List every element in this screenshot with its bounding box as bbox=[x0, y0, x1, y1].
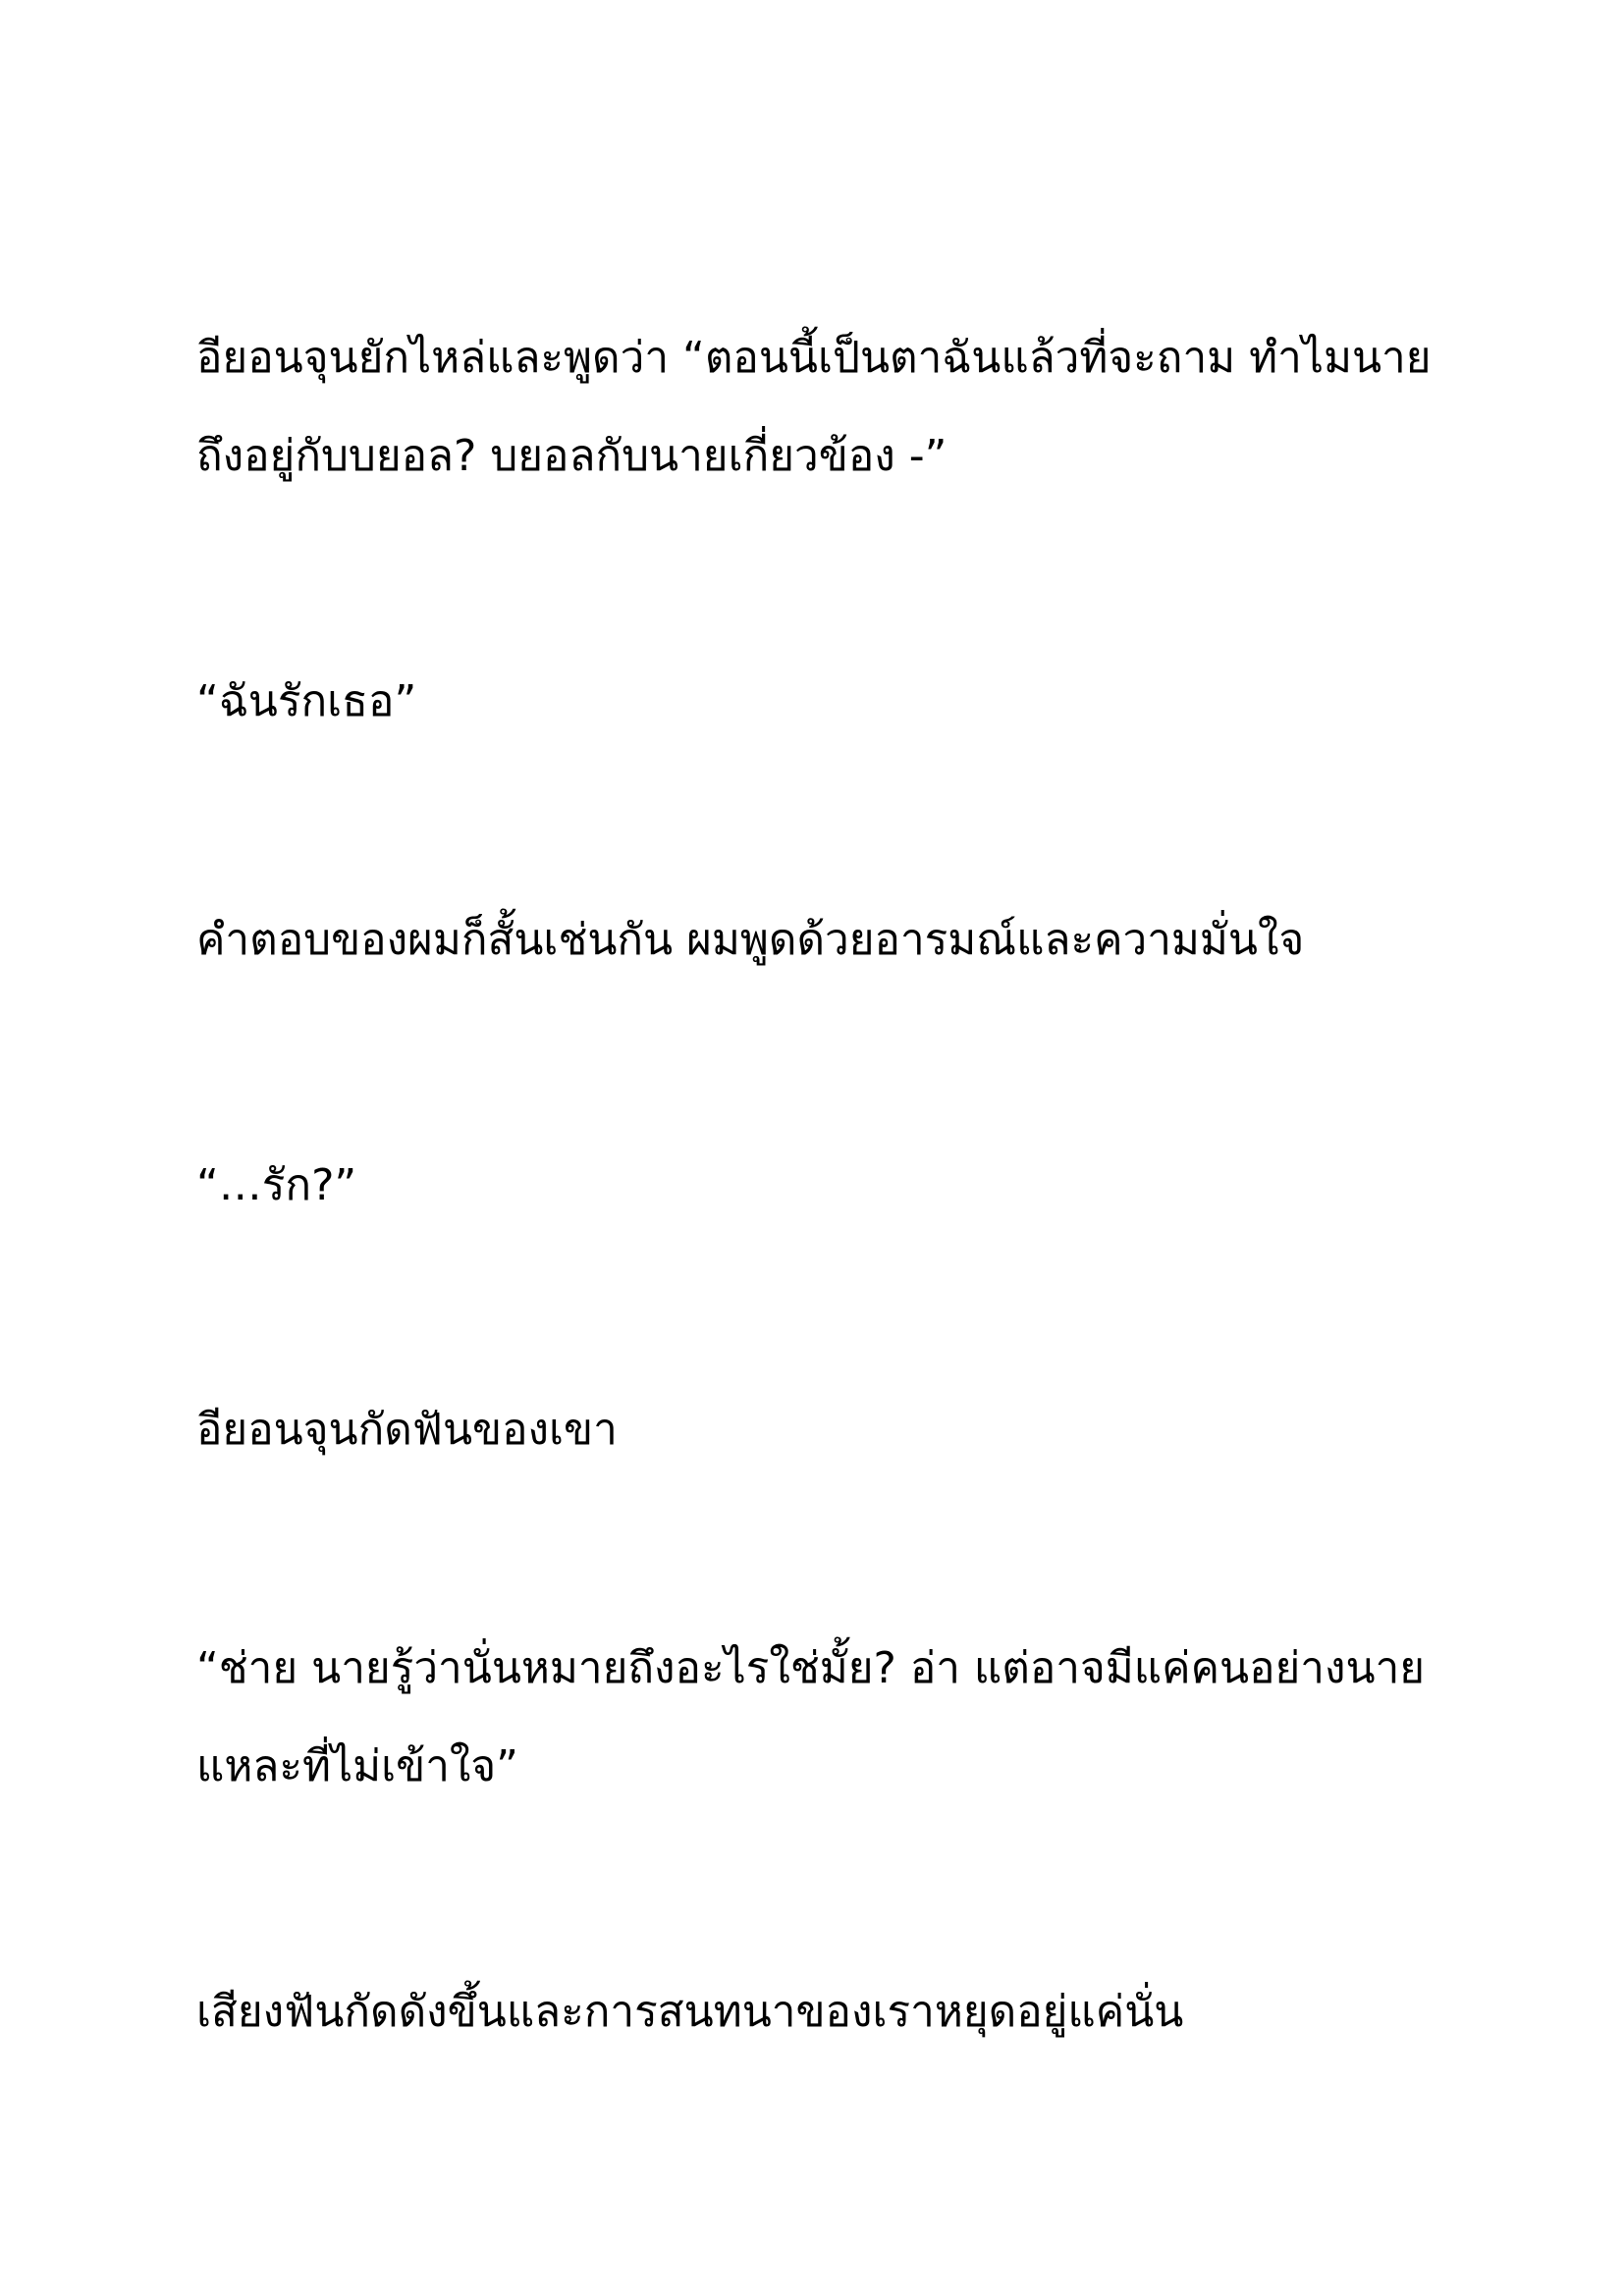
paragraph-3: คำตอบของผมก็สั้นเช่นกัน ผมพูดด้วยอารมณ์และความมั่นใจ bbox=[196, 915, 1305, 965]
paragraph-4: “…รัก?” bbox=[196, 1160, 357, 1210]
paragraph-1-line-1: อียอนจุนยักไหล่และพูดว่า “ตอนนี้เป็นตาฉันแล้วที่จะถาม ทำไมนาย bbox=[196, 333, 1432, 383]
paragraph-7: เสียงฟันกัดดังขึ้นและการสนทนาของเราหยุดอยู่แค่นั่น bbox=[196, 1987, 1184, 2037]
paragraph-5: อียอนจุนกัดฟันของเขา bbox=[196, 1405, 618, 1455]
paragraph-2: “ฉันรักเธอ” bbox=[196, 676, 417, 726]
paragraph-6-line-1: “ช่าย นายรู้ว่านั่นหมายถึงอะไรใช่มั้ย? อ่า แต่อาจมีแค่คนอย่างนาย bbox=[196, 1643, 1426, 1693]
paragraph-6-line-2: แหละที่ไม่เข้าใจ” bbox=[196, 1741, 518, 1791]
paragraph-1-line-2: ถึงอยู่กับบยอล? บยอลกับนายเกี่ยวข้อง -” bbox=[196, 431, 947, 481]
